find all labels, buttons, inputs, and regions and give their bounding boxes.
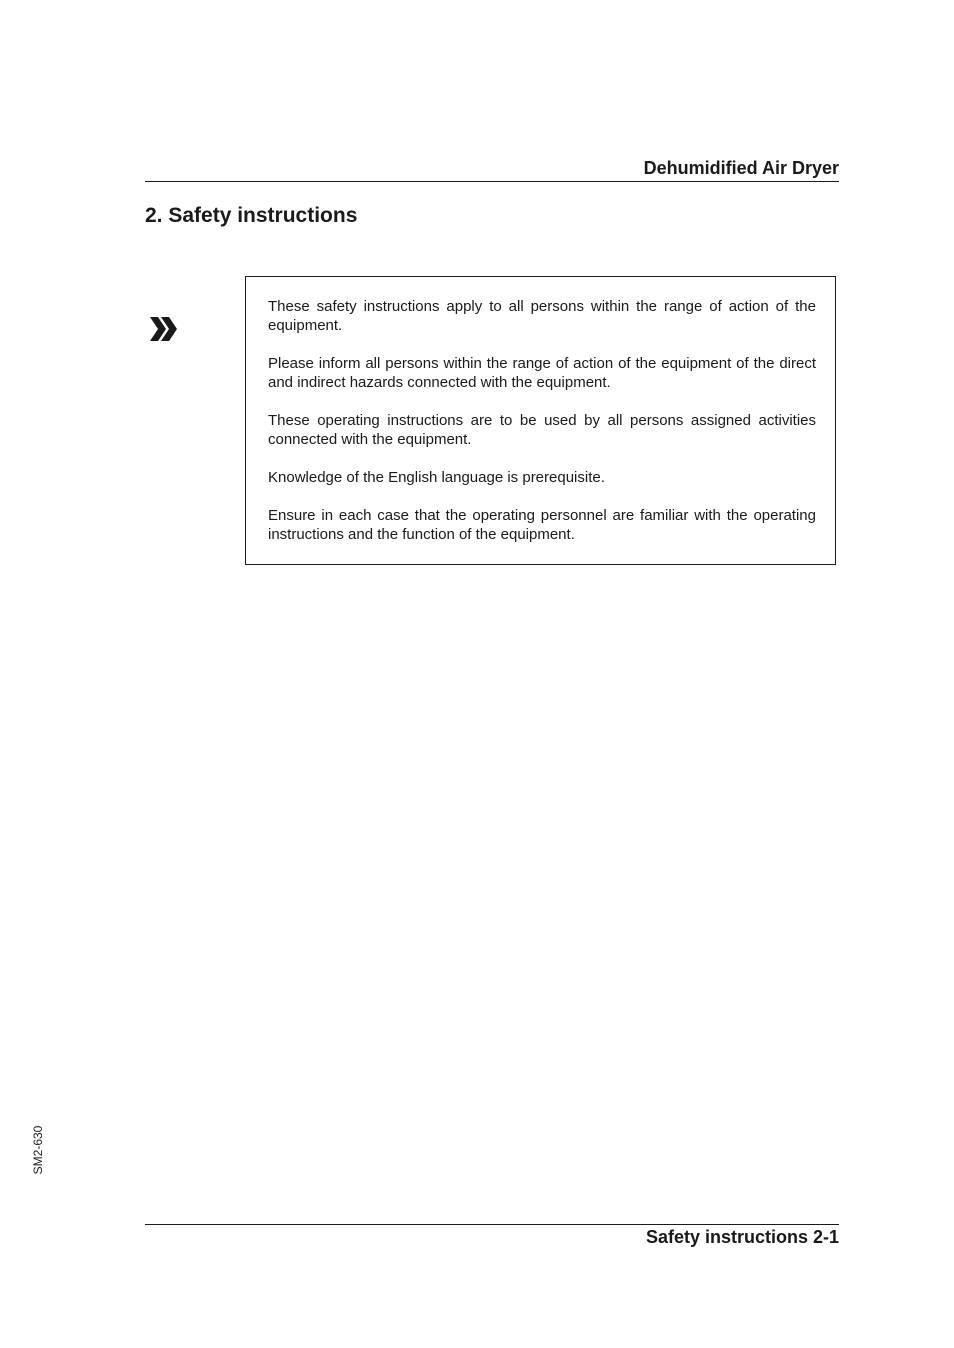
footer-page-label: Safety instructions 2-1	[645, 1227, 839, 1247]
note-paragraph: Ensure in each case that the operating personnel are familiar with the operating instructions and the function of the equipment.	[268, 507, 816, 543]
footer-divider	[145, 1224, 839, 1225]
header-divider	[145, 181, 839, 182]
note-paragraph: Please inform all persons within the range of action of the equipment of the direct and indirect hazards connected with the equipment.	[268, 355, 816, 391]
document-code: SM2-630	[31, 1125, 45, 1175]
note-paragraph: These operating instructions are to be used by all persons assigned activities connected with the equipment.	[268, 412, 816, 448]
safety-note-box	[245, 276, 836, 565]
header-title: Dehumidified Air Dryer	[643, 158, 839, 178]
section-heading: 2. Safety instructions	[145, 204, 358, 227]
note-paragraph: These safety instructions apply to all persons within the range of action of the equipment.	[268, 298, 816, 334]
double-chevron-right-icon	[146, 303, 182, 349]
note-paragraph: Knowledge of the English language is prerequisite.	[268, 469, 605, 486]
